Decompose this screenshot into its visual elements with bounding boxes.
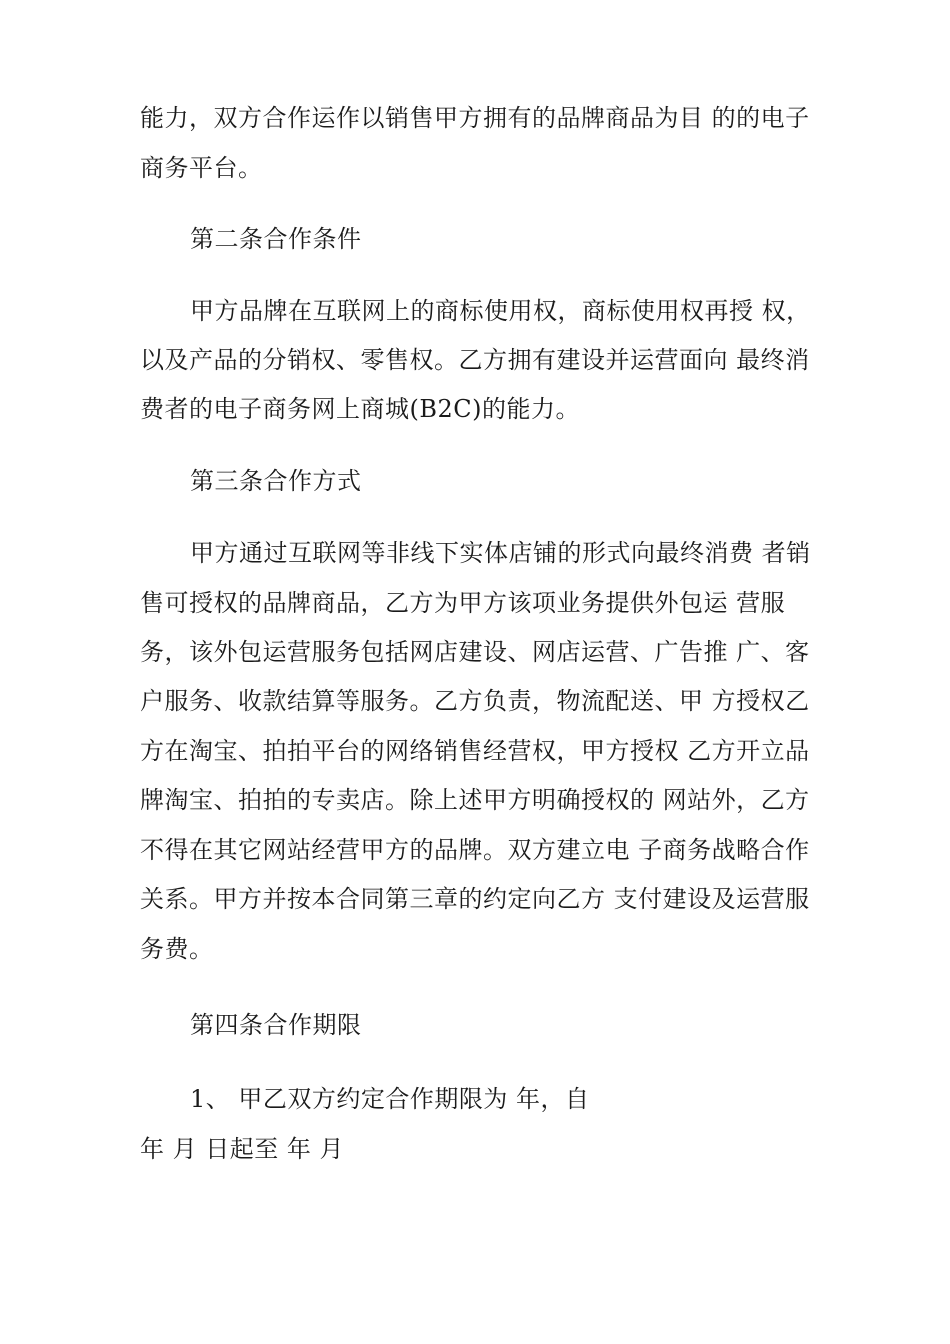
paragraph-article-2-line-3: 费者的电子商务网上商城(B2C)的能力。 bbox=[140, 395, 580, 423]
paragraph-article-2-line-2: 以及产品的分销权、零售权。乙方拥有建设并运营面向 最终消 bbox=[140, 346, 810, 374]
paragraph-article-4-line-1: 1、 甲乙双方约定合作期限为 年，自 bbox=[190, 1085, 590, 1113]
paragraph-article-4-line-2: 年 月 日起至 年 月 bbox=[140, 1135, 345, 1163]
article-4-heading: 第四条合作期限 bbox=[190, 1011, 362, 1039]
paragraph-article-3-line-2: 售可授权的品牌商品，乙方为甲方该项业务提供外包运 营服 bbox=[140, 589, 786, 617]
paragraph-article-2-line-1: 甲方品牌在互联网上的商标使用权，商标使用权再授 权， bbox=[190, 297, 811, 325]
article-3-heading: 第三条合作方式 bbox=[190, 467, 362, 495]
article-2-heading: 第二条合作条件 bbox=[190, 225, 362, 253]
paragraph-intro-line-1: 能力，双方合作运作以销售甲方拥有的品牌商品为目 的的电子 bbox=[140, 104, 810, 132]
paragraph-intro-line-2: 商务平台。 bbox=[140, 154, 263, 182]
paragraph-article-3-line-1: 甲方通过互联网等非线下实体店铺的形式向最终消费 者销 bbox=[190, 539, 811, 567]
paragraph-article-3-line-6: 牌淘宝、拍拍的专卖店。除上述甲方明确授权的 网站外，乙方 bbox=[140, 786, 810, 814]
paragraph-article-3-line-4: 户服务、收款结算等服务。乙方负责，物流配送、甲 方授权乙 bbox=[140, 687, 810, 715]
paragraph-article-3-line-9: 务费。 bbox=[140, 935, 214, 963]
paragraph-article-3-line-8: 关系。甲方并按本合同第三章的约定向乙方 支付建设及运营服 bbox=[140, 885, 810, 913]
paragraph-article-3-line-3: 务，该外包运营服务包括网店建设、网店运营、广告推 广、客 bbox=[140, 638, 810, 666]
paragraph-article-3-line-5: 方在淘宝、拍拍平台的网络销售经营权，甲方授权 乙方开立品 bbox=[140, 737, 810, 765]
paragraph-article-3-line-7: 不得在其它网站经营甲方的品牌。双方建立电 子商务战略合作 bbox=[140, 836, 810, 864]
